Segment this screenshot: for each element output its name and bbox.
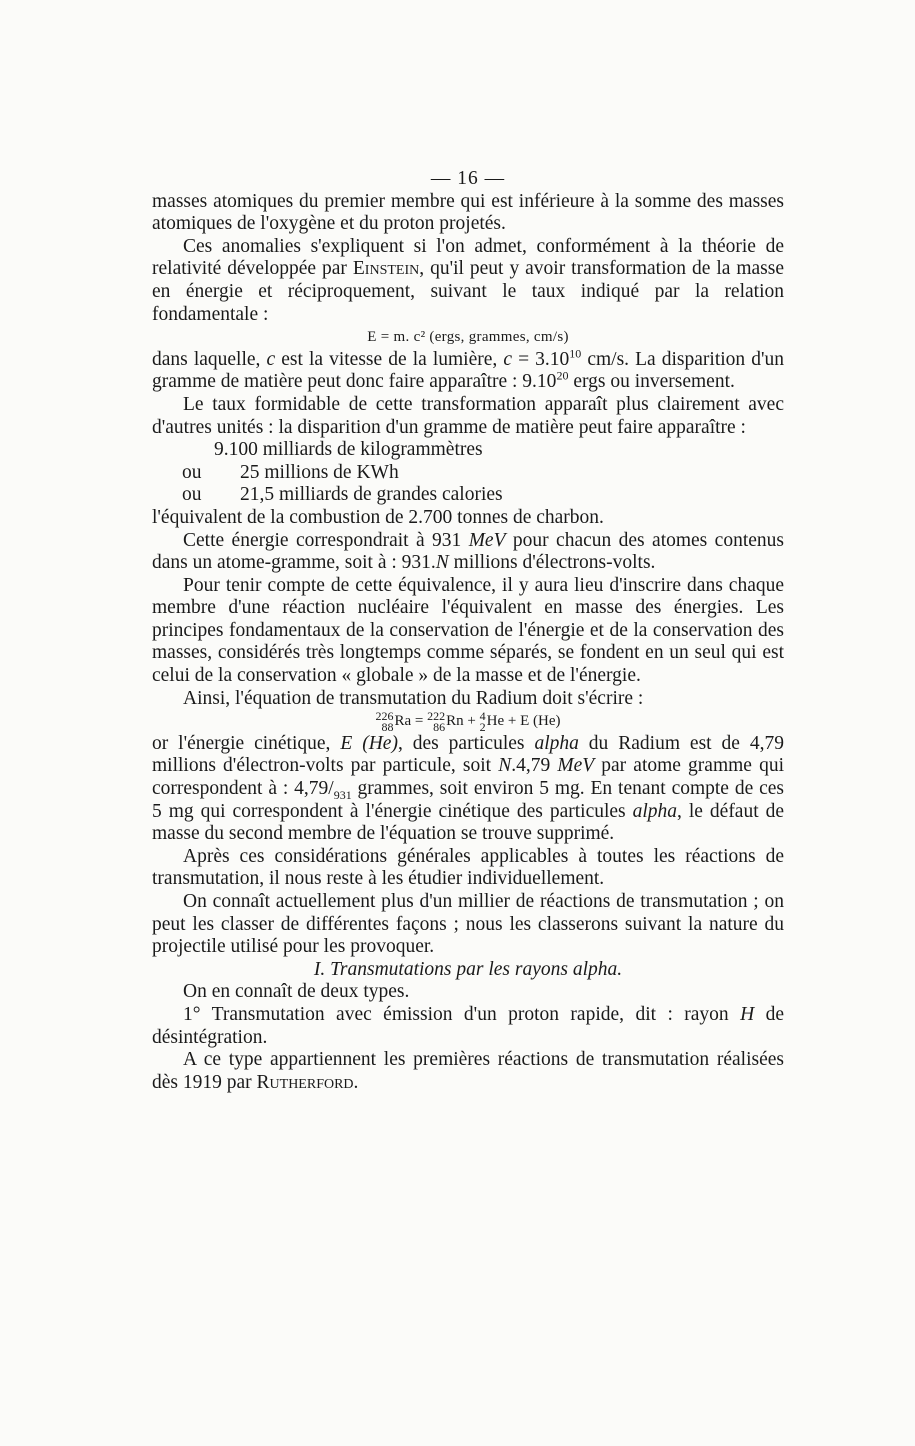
p9-alpha-2: alpha <box>632 800 678 822</box>
ra-symbol: Ra <box>394 713 412 730</box>
list-item-2-ou: ou <box>182 461 202 483</box>
paragraph-7 <box>152 575 784 688</box>
paragraph-12 <box>152 981 784 1004</box>
list-item-2-text: 25 millions de KWh <box>240 461 399 483</box>
p2-text-b: , qu'il peut y avoir transformation de la masse en énergie et réciproquement, suivant le taux indiqué par la relation fondamentale : <box>152 258 785 325</box>
p5-text: l'équivalent de la combustion de 2.700 tonnes de charbon. <box>152 506 604 528</box>
author-einstein: Einstein <box>352 258 420 280</box>
p12-text: On en connaît de deux types. <box>183 981 410 1003</box>
book-page <box>152 168 784 1094</box>
p6-n: N <box>435 552 449 574</box>
p9-alpha: alpha <box>534 732 579 754</box>
p9-text-a: or l'énergie cinétique, <box>152 732 341 754</box>
p14-text-b: . <box>353 1071 359 1093</box>
formula-plus-2: + <box>504 713 521 730</box>
p9-mev: MeV <box>557 755 595 777</box>
ra-mass: 226 <box>375 708 394 723</box>
p1-text: masses atomiques du premier membre qui est inférieure à la somme des masses atomiques de l'oxygène et du proton projetés. <box>152 190 784 235</box>
paragraph-10 <box>152 846 784 891</box>
p9-n: N <box>498 755 512 777</box>
p4-text: Le taux formidable de cette transformation apparaît plus clairement avec d'autres unités : la disparition d'un gramme de matière peut faire apparaître : <box>152 393 784 438</box>
p9-text-f: grammes, soit environ 5 mg. En tenant compte de ces 5 mg qui correspondent à l'énergie cinétique des particules <box>152 778 784 822</box>
p9-energy: E (He) <box>340 732 398 754</box>
p13-text-a: 1° Transmutation avec émission d'un proton rapide, dit : rayon <box>183 1003 741 1025</box>
list-item-3-text: 21,5 milliards de grandes calories <box>240 484 503 506</box>
p3-text-b: est la vitesse de la lumière, <box>275 348 504 370</box>
p9-text-b: , des particules <box>397 732 535 754</box>
he-mass: 4 <box>479 708 486 723</box>
p8-text: Ainsi, l'équation de transmutation du Radium doit s'écrire : <box>183 687 644 709</box>
p3-text-e: cm/s. La disparition d'un gramme de matière peut donc faire apparaître : 9.10 <box>152 348 785 393</box>
list-item-3-ou: ou <box>182 484 202 506</box>
p3-c: c <box>266 348 276 370</box>
rn-z: 86 <box>433 719 446 734</box>
p10-text: Après ces considérations générales applicables à toutes les réactions de transmutation, il nous reste à les étudier individuellement. <box>152 845 784 890</box>
formula-plus-1: + <box>463 713 480 730</box>
paragraph-8 <box>152 688 784 711</box>
section-title: I. Transmutations par les rayons alpha. <box>313 958 623 980</box>
ra-z: 88 <box>381 719 394 734</box>
paragraph-1 <box>152 191 784 236</box>
rn-mass: 222 <box>427 708 446 723</box>
paragraph-6 <box>152 530 784 575</box>
paragraph-5 <box>152 507 784 530</box>
he-z: 2 <box>479 719 486 734</box>
paragraph-14 <box>152 1049 784 1094</box>
p9-text-d: .4,79 <box>511 755 558 777</box>
p3-exponent: 10 <box>569 346 582 361</box>
p9-text-c: du Radium est de 4,79 millions d'électron-volts par particule, soit <box>152 732 784 777</box>
paragraph-11 <box>152 891 784 959</box>
list-item-2 <box>152 462 784 485</box>
formula-energy: E (He) <box>520 713 561 730</box>
p3-c2: c <box>503 348 513 370</box>
p9-sub: 931 <box>333 787 352 802</box>
he-numbers <box>479 708 486 734</box>
p3-text-d: = 3.10 <box>512 348 570 370</box>
author-rutherford: Rutherford <box>256 1071 354 1093</box>
page-number: — 16 — <box>430 168 506 189</box>
p6-mev: MeV <box>468 529 506 551</box>
list-item-3 <box>152 484 784 507</box>
formula-mass-energy: E = m. c² (ergs, grammes, cm/s) <box>367 329 569 346</box>
paragraph-3 <box>152 346 785 394</box>
p14-text-a: A ce type appartiennent les premières réactions de transmutation réalisées dès 1919 par <box>152 1049 784 1093</box>
list-item-1-text: 9.100 milliards de kilogrammètres <box>214 439 483 461</box>
rn-numbers <box>427 708 446 734</box>
p7-text: Pour tenir compte de cette équivalence, il y aura lieu d'inscrire dans chaque membre d'une réaction nucléaire l'équivalent en masse des énergies. Les principes fondamentaux de la conservation de l'énergie et de la conservation des masses, considérés très longtemps comme séparés, se fondent en un seul qui est celui de la conservation « globale » de la masse et de l'énergie. <box>152 574 784 687</box>
p13-text-b: de désintégration. <box>152 1003 784 1048</box>
p9-text-e: par atome gramme qui correspondent à : 4,79/ <box>152 755 784 800</box>
paragraph-2 <box>152 236 784 326</box>
p11-text: On connaît actuellement plus d'un millier de réactions de transmutation ; on peut les classer de différentes façons ; nous les classerons suivant la nature du projectile utilisé pour les provoquer. <box>152 891 784 958</box>
p6-text-c: millions d'électrons-volts. <box>448 552 656 574</box>
p2-text-a: Ces anomalies s'expliquent si l'on admet, conformément à la théorie de relativité développée par <box>152 235 784 280</box>
p3-text-f: ergs ou inversement. <box>568 371 735 393</box>
paragraph-13 <box>152 1004 784 1049</box>
p3-text-a: dans laquelle, <box>152 348 267 370</box>
ra-numbers <box>375 708 394 734</box>
paragraph-9 <box>152 733 784 846</box>
p6-text-a: Cette énergie correspondrait à 931 <box>183 529 469 551</box>
rn-symbol: Rn <box>446 713 464 730</box>
list-item-1 <box>152 439 784 462</box>
p6-text-b: pour chacun des atomes contenus dans un atome-gramme, soit à : 931. <box>152 529 784 574</box>
p3-exponent-2: 20 <box>556 368 569 383</box>
p9-text-g: , le défaut de masse du second membre de l'équation se trouve supprimé. <box>152 800 784 845</box>
paragraph-4 <box>152 394 784 439</box>
he-symbol: He <box>486 713 505 730</box>
formula-radium-transmutation <box>152 710 784 733</box>
formula-equals: = <box>411 713 428 730</box>
p13-h: H <box>740 1003 755 1025</box>
